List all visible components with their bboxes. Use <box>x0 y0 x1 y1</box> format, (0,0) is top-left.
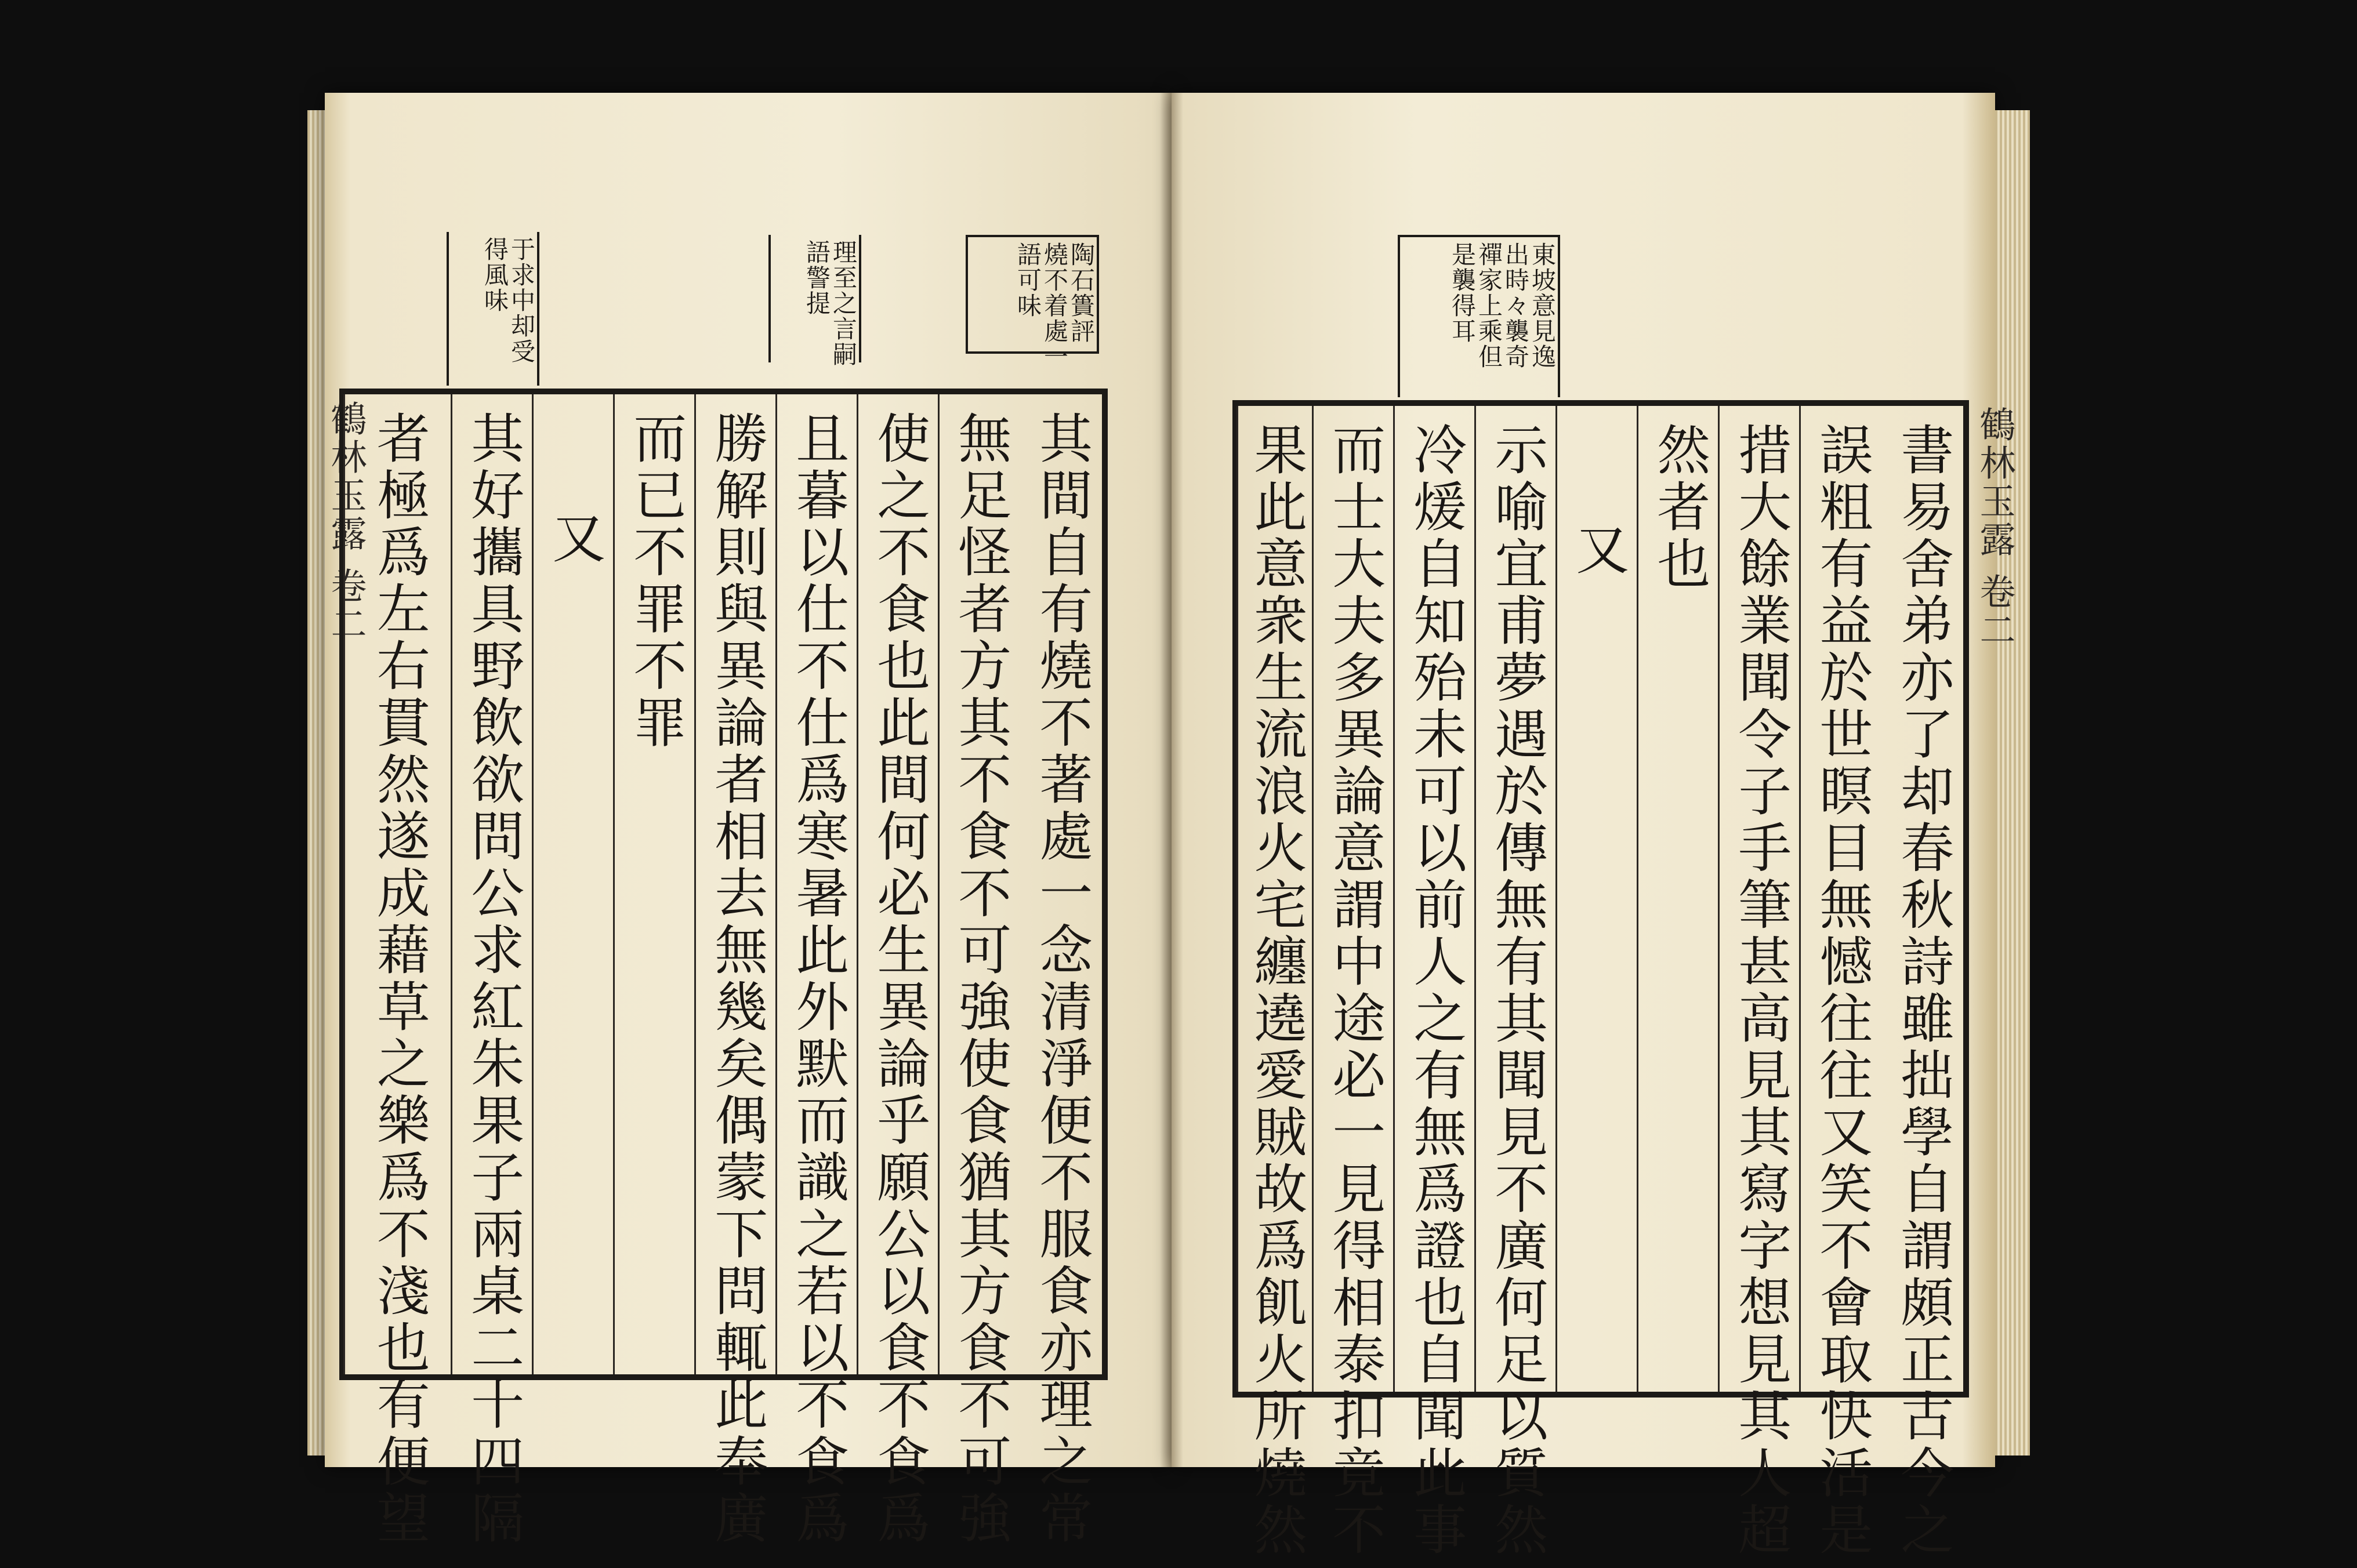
text-column: 果此意衆生流浪火宅纏遶愛賊故爲飢火所燒然 <box>1236 406 1314 1392</box>
text-column: 者極爲左右貫然遂成藉草之樂爲不淺也有便望 <box>343 394 452 1374</box>
headnote-line: 是襲得耳 <box>1448 242 1477 344</box>
text-column: 勝解則與異論者相去無幾矣偶蒙下問輒此奉廣 <box>694 394 777 1374</box>
text-column: 措大餘業聞令子手筆甚高見其寫字想見其人超 <box>1718 406 1801 1392</box>
text-column: 冷煖自知殆未可以前人之有無爲證也自聞此事 <box>1393 406 1476 1392</box>
headnote-line: 語可味 <box>1014 242 1042 318</box>
text-column: 示喻宜甫夢遇於傳無有其聞見不廣何足以質然 <box>1474 406 1557 1392</box>
text-column: 無足怪者方其不食不可強使食猶其方食不可強 <box>938 394 1021 1374</box>
left-headnote-2 <box>768 235 861 367</box>
text-column: 又 <box>532 394 615 1374</box>
text-column: 其間自有燒不著處一念清淨便不服食亦理之常 <box>1031 411 1093 1547</box>
headnote-line: 于求中却受 <box>507 237 536 364</box>
text-column: 而已不罪不罪 <box>613 394 696 1374</box>
headnote-line: 燒不着處一 <box>1040 242 1069 369</box>
right-text-frame <box>1232 400 1969 1559</box>
headnote-line: 東坡意見逸 <box>1528 242 1557 369</box>
headnote-line: 出時々襲奇 <box>1502 242 1530 369</box>
right-spine-title: 鶴林玉露 卷二 <box>1974 406 2016 649</box>
headnote-line: 理至之言嗣 <box>829 239 858 367</box>
right-headnote-1 <box>1398 235 1560 397</box>
text-column: 又 <box>1555 406 1638 1392</box>
headnote-line: 語警提 <box>803 239 831 316</box>
headnote-line: 陶石簣評 <box>1067 242 1096 344</box>
text-column: 誤粗有益於世瞑目無憾往往又笑不會取快活是 <box>1799 406 1882 1392</box>
left-headnote-1 <box>966 235 1099 369</box>
headnote-line: 禪家上乘但 <box>1475 242 1503 369</box>
book-gutter <box>1160 93 1183 1467</box>
text-column: 其好攜具野飲欲問公求紅朱果子兩桌二十四隔 <box>451 394 534 1374</box>
text-column: 使之不食也此間何必生異論乎願公以食不食爲 <box>857 394 940 1374</box>
text-column: 書易舍弟亦了却春秋詩雖拙學自謂頗正古今之 <box>1892 422 1955 1559</box>
left-headnote-3 <box>447 232 539 386</box>
text-column: 而士大夫多異論意謂中途必一見得相泰扣竟不 <box>1312 406 1395 1392</box>
left-page-edges <box>307 110 325 1456</box>
headnote-line: 得風味 <box>481 237 509 313</box>
text-column: 然者也 <box>1637 406 1720 1392</box>
right-page-edges <box>1995 110 2030 1456</box>
text-column: 且暮以仕不仕爲寒暑此外默而識之若以不食爲 <box>775 394 858 1374</box>
left-text-frame <box>339 389 1108 1547</box>
left-spine-title: 鶴林玉露 卷二 <box>325 400 367 644</box>
